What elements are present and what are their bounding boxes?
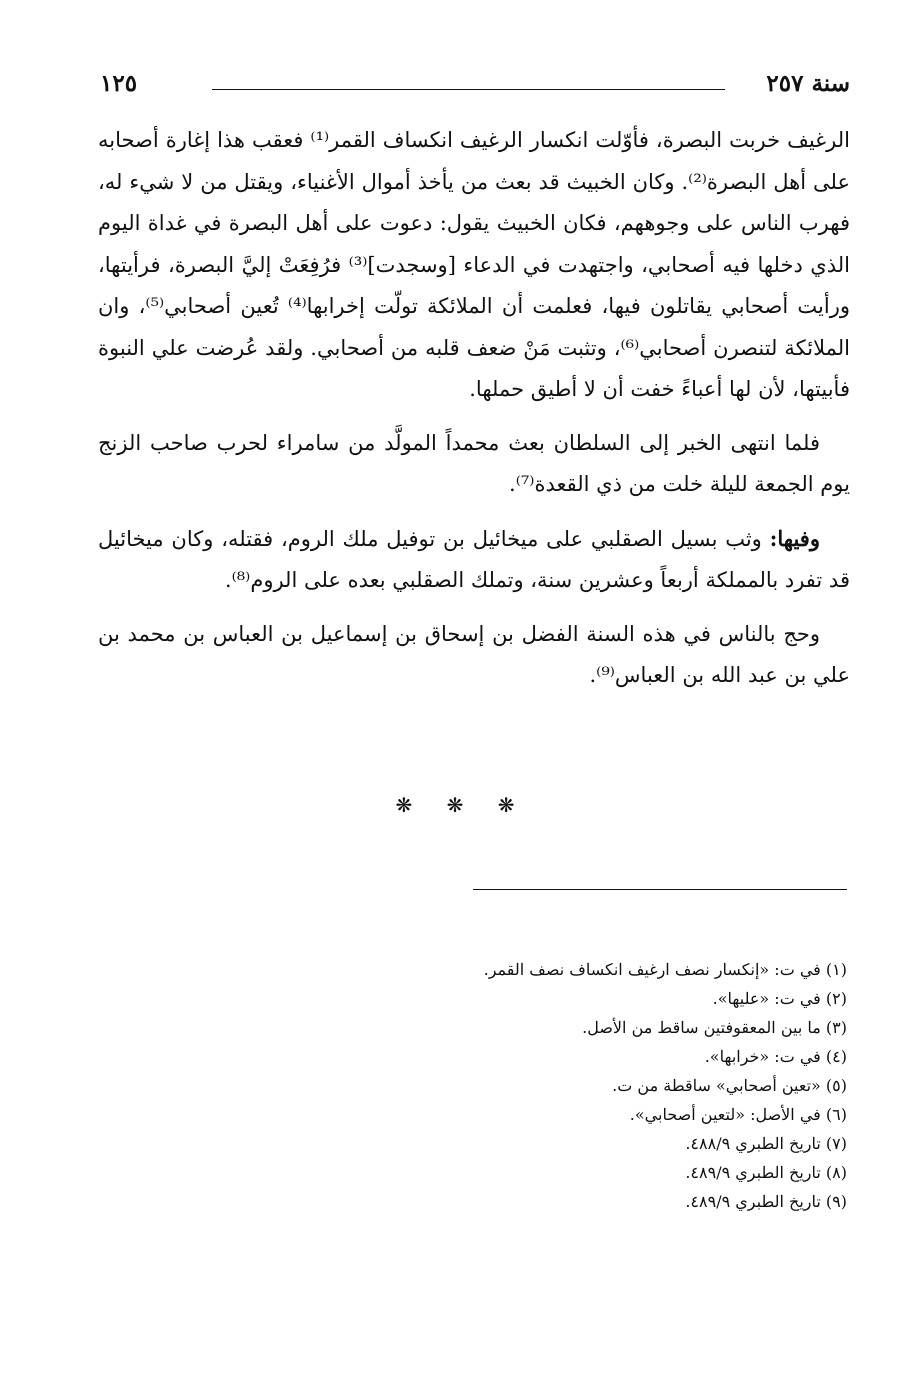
footnote: (٢) في ت: «عليها». [712,989,847,1008]
running-head-year: سنة ٢٥٧ [766,70,850,97]
header-rule [212,89,725,90]
footnote-rule [473,889,847,890]
footnote: (٦) في الأصل: «لتعين أصحابي». [629,1105,847,1124]
footnote: (٩) تاريخ الطبري ٤٨٩/٩. [685,1192,847,1211]
paragraph [98,120,850,411]
paragraph [98,423,850,506]
footnotes [400,955,847,1216]
footnote: (٧) تاريخ الطبري ٤٨٨/٩. [685,1134,847,1153]
footnote: (٤) في ت: «خرابها». [704,1047,847,1066]
paragraph-text: وثب بسيل الصقلبي على ميخائيل بن توفيل ملك الروم، فقتله، وكان ميخائيل قد تفرد بالمملكة أربعاً وعشرين سنة، وتملك الصقلبي بعده على الروم⁽⁸⁾. [98,526,850,592]
footnote: (١) في ت: «إنكسار نصف ارغيف انكساف نصف القمر. [483,960,847,979]
paragraph [98,518,850,602]
footnote: (٥) «تعين أصحابي» ساقطة من ت. [612,1076,847,1095]
paragraph-lead: وفيها: [769,525,820,551]
paragraph-text: الرغيف خربت البصرة، فأوّلت انكسار الرغيف انكساف القمر⁽¹⁾ فعقب هذا إغارة أصحابه على أهل البصرة⁽²⁾. وكان الخبيث قد بعث من يأخذ أموال الأغنياء، ويقتل من لا شيء له، فهرب الناس على وجوههم، فكان الخبيث يقول: دعوت على أهل البصرة في غداة اليوم الذي دخلها فيه أصحابي، واجتهدت في الدعاء [وسجدت]⁽³⁾ فرُفِعَتْ إليَّ البصرة، فرأيتها، ورأيت أصحابي يقاتلون فيها، فعلمت أن الملائكة تولّت إخرابها⁽⁴⁾ تُعين أصحابي⁽⁵⁾، وان الملائكة لتنصرن أصحابي⁽⁶⁾، وتثبت مَنْ ضعف قلبه من أصحابي. ولقد عُرضت علي النبوة فأبيتها، لأن لها أعباءً خفت أن لا أطيق حملها. [98,128,850,401]
main-text [98,120,850,709]
paragraph [98,614,850,697]
paragraph-text: فلما انتهى الخبر إلى السلطان بعث محمداً المولَّد من سامراء لحرب صاحب الزنج يوم الجمعة لليلة خلت من ذي القعدة⁽⁷⁾. [98,430,850,496]
paragraph-text: وحج بالناس في هذه السنة الفضل بن إسحاق بن إسماعيل بن العباس بن محمد بن علي بن عبد الله بن العباس⁽⁹⁾. [98,621,850,687]
section-separator: ❋ ❋ ❋ [395,793,529,817]
page-header [100,70,850,106]
footnote: (٨) تاريخ الطبري ٤٨٩/٩. [685,1163,847,1182]
footnote: (٣) ما بين المعقوفتين ساقط من الأصل. [582,1018,847,1037]
page-number: ١٢٥ [100,70,138,97]
